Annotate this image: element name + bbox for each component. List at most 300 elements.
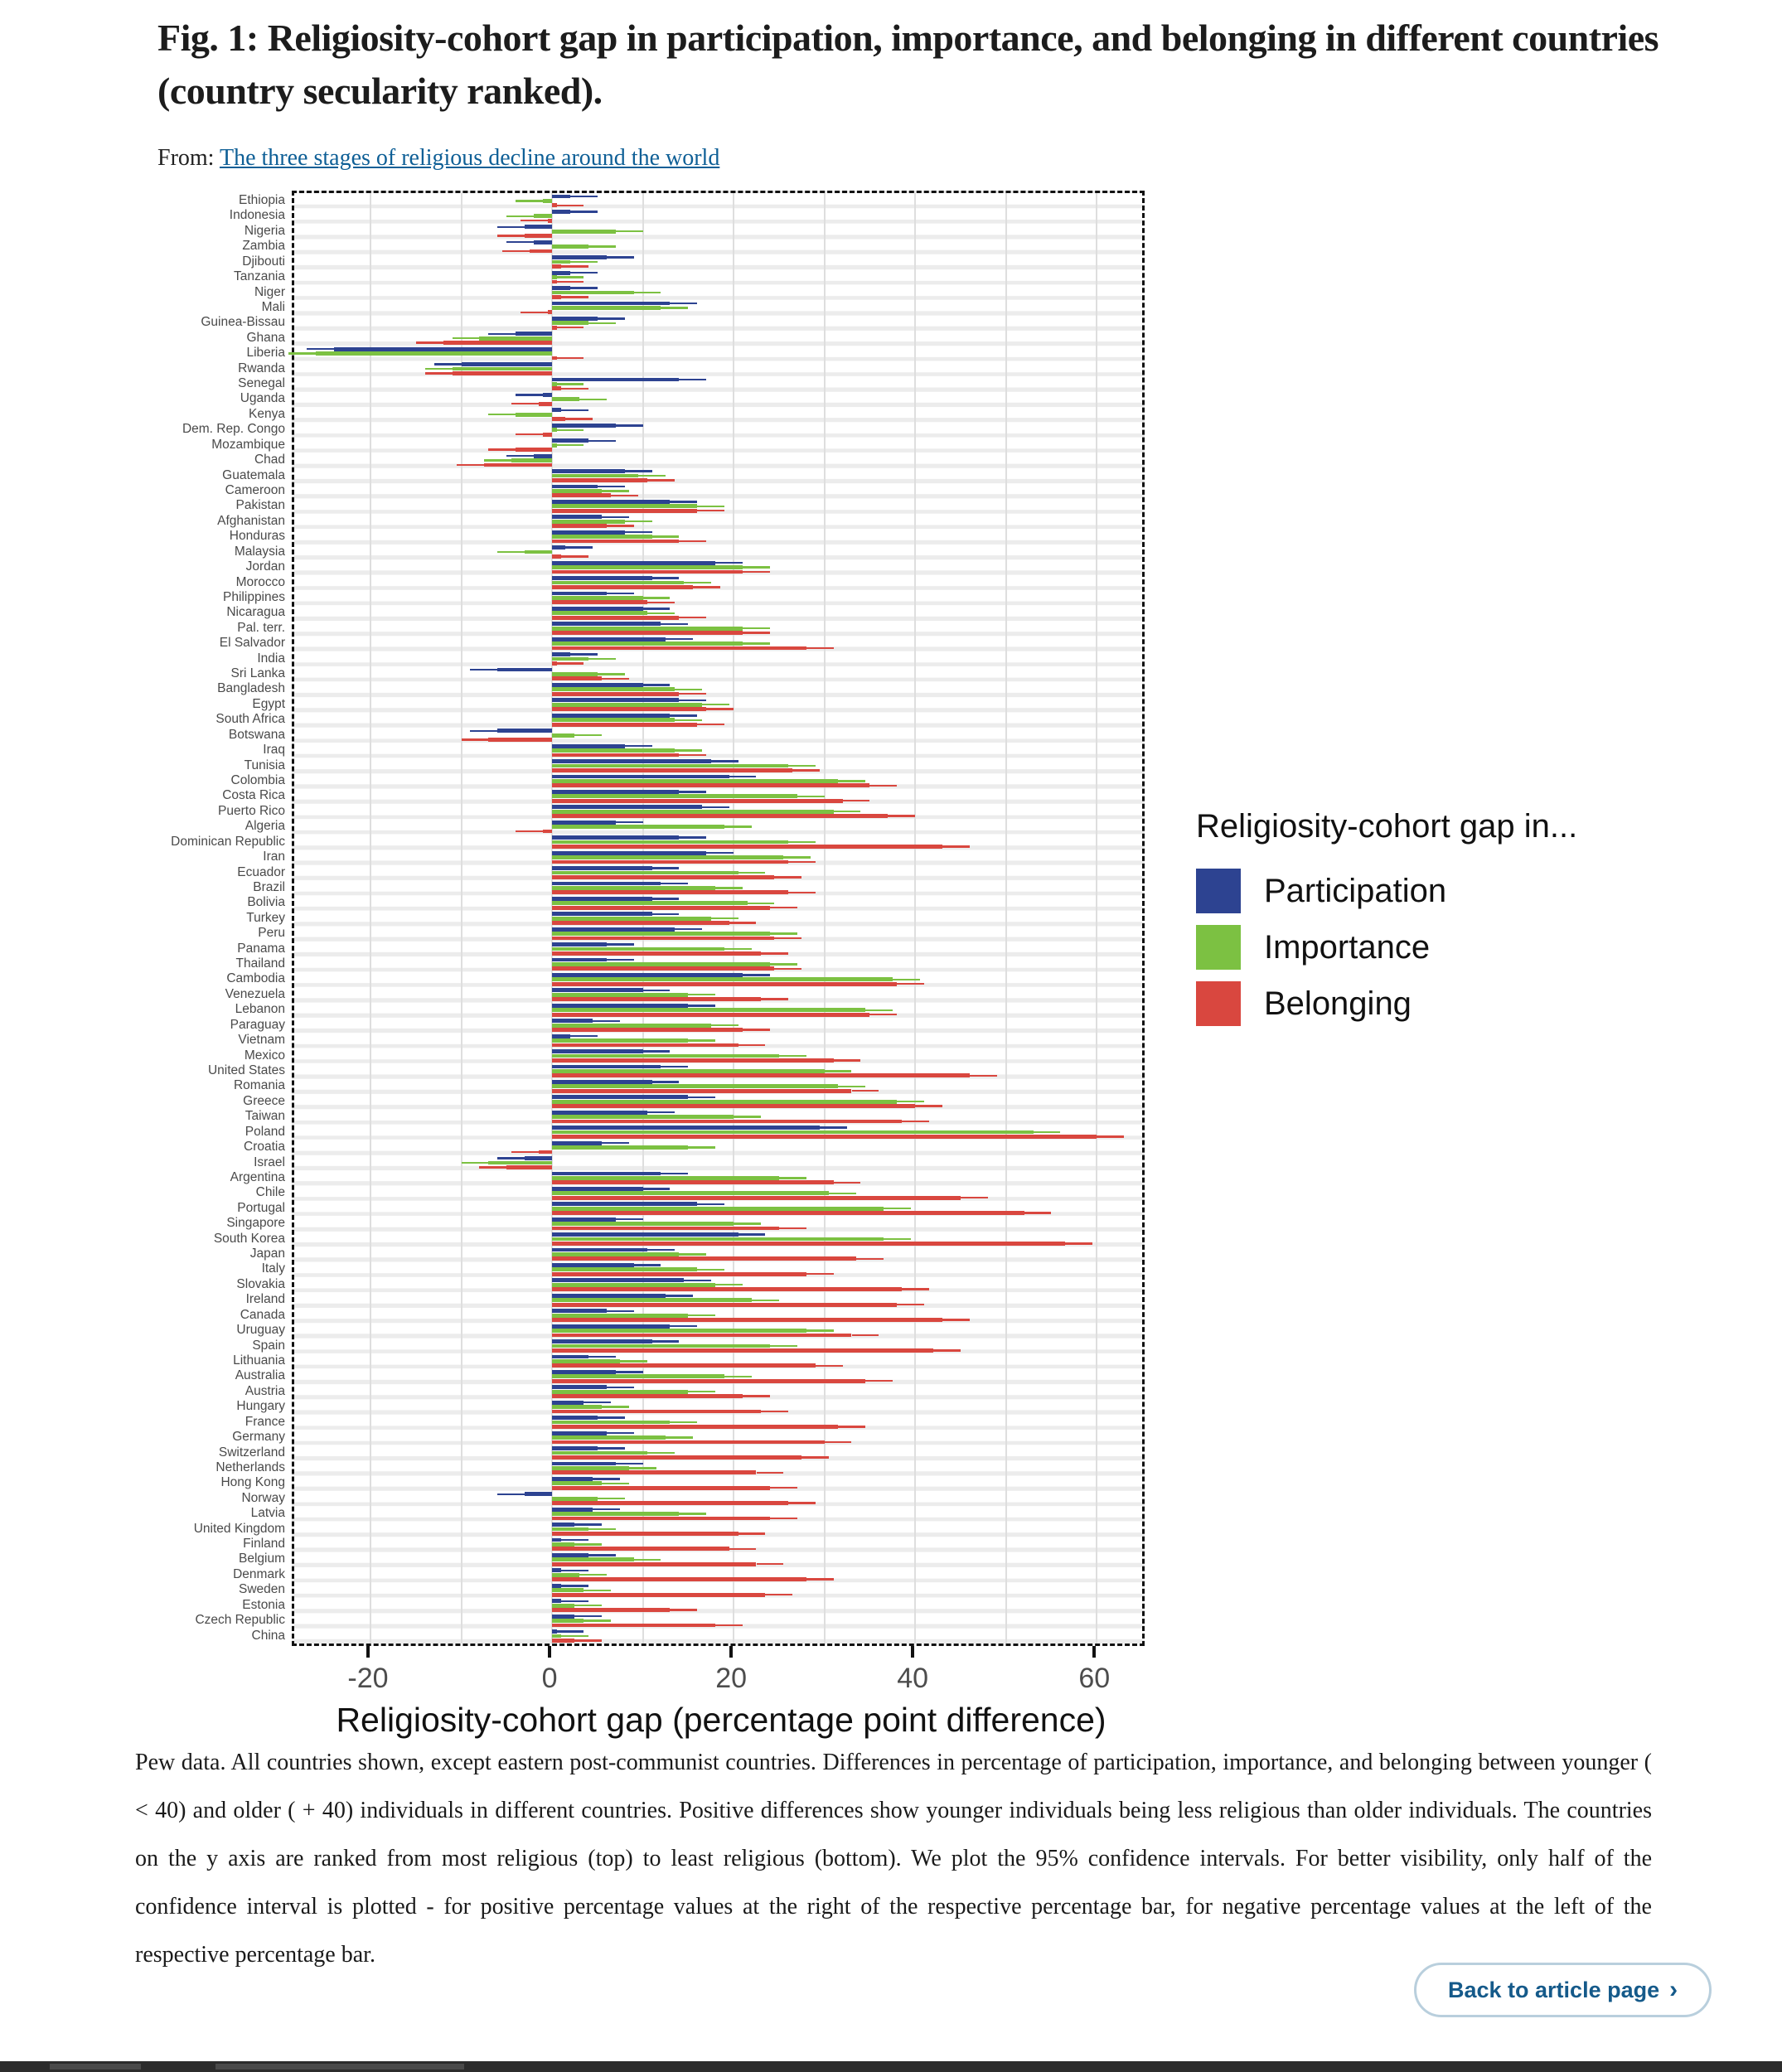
- ci-whisker-belonging: [729, 922, 757, 923]
- bar-participation: [525, 1492, 552, 1496]
- chart-legend: [1196, 808, 1726, 1038]
- country-label: Chad: [254, 453, 285, 467]
- bar-belonging: [552, 1242, 1065, 1246]
- bar-participation: [552, 622, 661, 626]
- country-label: Iran: [263, 850, 285, 864]
- ci-whisker-importance: [625, 520, 652, 522]
- ci-whisker-importance: [516, 200, 543, 201]
- bar-participation: [552, 1187, 643, 1191]
- country-label: Greece: [243, 1093, 285, 1108]
- bar-participation: [552, 1538, 561, 1542]
- ci-whisker-participation: [743, 974, 770, 975]
- ci-whisker-belonging: [852, 1090, 879, 1092]
- bar-belonging: [552, 768, 792, 772]
- bar-participation: [552, 805, 702, 809]
- bar-belonging: [552, 676, 602, 680]
- bar-importance: [552, 565, 743, 569]
- ci-whisker-participation: [497, 1493, 525, 1495]
- ci-whisker-belonging: [915, 1105, 942, 1106]
- ci-whisker-belonging: [970, 1075, 997, 1077]
- country-label: El Salvador: [219, 636, 285, 651]
- ci-whisker-participation: [647, 1111, 675, 1113]
- bar-participation: [552, 835, 679, 840]
- ci-whisker-importance: [288, 352, 316, 354]
- bar-belonging: [552, 1532, 738, 1536]
- ci-whisker-belonging: [761, 952, 788, 954]
- ci-whisker-participation: [729, 776, 757, 777]
- ci-whisker-belonging: [788, 861, 816, 863]
- bar-participation: [552, 500, 670, 504]
- bar-belonging: [516, 448, 552, 452]
- ci-whisker-participation: [684, 1280, 711, 1281]
- ci-whisker-importance: [724, 1376, 752, 1377]
- bar-importance: [552, 977, 893, 981]
- ci-whisker-participation: [625, 470, 652, 472]
- country-label: Ethiopia: [238, 193, 285, 207]
- x-axis-title: Religiosity-cohort gap (percentage point difference): [336, 1701, 1106, 1739]
- ci-whisker-importance: [679, 1513, 706, 1514]
- ci-whisker-belonging: [869, 785, 897, 787]
- ci-whisker-belonging: [679, 754, 706, 756]
- country-label: Mozambique: [211, 437, 285, 452]
- country-label: Uruguay: [236, 1323, 285, 1338]
- country-label: Nigeria: [244, 223, 285, 238]
- ci-whisker-participation: [497, 1157, 525, 1159]
- ci-whisker-importance: [579, 399, 607, 400]
- ci-whisker-belonging: [647, 602, 675, 603]
- ci-whisker-importance: [697, 1269, 724, 1271]
- ci-whisker-belonging: [897, 1304, 924, 1305]
- bar-importance: [552, 1466, 629, 1470]
- ci-whisker-participation: [702, 806, 729, 808]
- ci-whisker-participation: [643, 1188, 671, 1189]
- country-label: Denmark: [233, 1566, 285, 1581]
- bar-importance: [552, 1100, 897, 1104]
- country-label: Finland: [243, 1537, 285, 1552]
- bar-importance: [552, 733, 574, 738]
- bar-belonging: [552, 478, 647, 482]
- bar-belonging: [552, 616, 679, 620]
- bar-participation: [552, 973, 743, 977]
- ci-whisker-importance: [779, 1055, 806, 1057]
- chevron-right-icon: ›: [1669, 1976, 1678, 2003]
- ci-whisker-belonging: [856, 1258, 884, 1260]
- bar-participation: [552, 1034, 570, 1038]
- ci-whisker-belonging: [574, 1639, 602, 1641]
- ci-whisker-participation: [666, 1295, 693, 1296]
- ci-whisker-importance: [697, 506, 724, 507]
- ci-whisker-belonging: [679, 693, 706, 695]
- ci-whisker-importance: [588, 245, 616, 247]
- bar-participation: [552, 1324, 670, 1329]
- ci-whisker-participation: [570, 272, 598, 274]
- ci-whisker-importance: [770, 1345, 797, 1347]
- ci-whisker-participation: [561, 409, 588, 411]
- bar-importance: [552, 1359, 620, 1363]
- country-label: Brazil: [253, 879, 285, 894]
- ci-whisker-importance: [570, 261, 598, 263]
- country-label: South Korea: [213, 1231, 285, 1246]
- bar-participation: [552, 683, 643, 687]
- ci-whisker-importance: [838, 780, 865, 782]
- bar-participation: [552, 1080, 651, 1084]
- bar-importance: [552, 748, 675, 753]
- legend-item-belonging: [1196, 981, 1726, 1026]
- bar-belonging: [552, 860, 788, 864]
- bar-participation: [552, 438, 588, 443]
- country-label: Botswana: [228, 727, 285, 742]
- ci-whisker-participation: [643, 608, 671, 609]
- bar-belonging: [552, 1028, 743, 1032]
- ci-whisker-participation: [625, 745, 652, 747]
- country-label: Tunisia: [244, 758, 285, 772]
- ci-whisker-participation: [652, 1340, 680, 1342]
- ci-whisker-belonging: [516, 433, 543, 435]
- ci-whisker-belonging: [888, 815, 915, 816]
- bar-belonging: [552, 1517, 770, 1521]
- ci-whisker-importance: [643, 597, 671, 598]
- bar-participation: [552, 866, 651, 870]
- bar-importance: [552, 1237, 884, 1242]
- bar-belonging: [552, 1394, 743, 1398]
- country-label: Bangladesh: [217, 681, 285, 696]
- bar-participation: [552, 1126, 820, 1130]
- bar-importance: [552, 917, 711, 921]
- ci-whisker-belonging: [521, 220, 548, 221]
- ci-whisker-participation: [434, 363, 462, 365]
- x-gridline: [461, 193, 462, 1644]
- taskbar-fragment: [50, 2064, 141, 2070]
- ci-whisker-participation: [607, 1432, 634, 1434]
- x-tick-label: 20: [715, 1663, 748, 1694]
- bar-importance: [552, 1634, 561, 1639]
- bar-belonging: [552, 493, 611, 497]
- bar-participation: [552, 1049, 643, 1053]
- ci-whisker-importance: [634, 292, 661, 293]
- ci-whisker-importance: [724, 948, 752, 950]
- ci-whisker-importance: [497, 551, 525, 553]
- bar-participation: [552, 378, 679, 382]
- figure-title: Fig. 1: Religiosity-cohort gap in participation, importance, and belonging in different countries (country secularity ranked).: [157, 17, 1659, 112]
- country-label: Belgium: [239, 1552, 285, 1566]
- ci-whisker-belonging: [557, 281, 584, 283]
- ci-whisker-belonging: [761, 998, 788, 1000]
- country-label: Paraguay: [230, 1017, 285, 1032]
- ci-whisker-belonging: [774, 937, 801, 939]
- ci-whisker-importance: [484, 459, 511, 461]
- country-label: Estonia: [242, 1597, 285, 1612]
- ci-whisker-belonging: [761, 1411, 788, 1412]
- x-tick-mark: [1092, 1646, 1096, 1658]
- bar-importance: [316, 351, 552, 356]
- ci-whisker-importance: [797, 796, 825, 797]
- ci-whisker-importance: [561, 1635, 588, 1637]
- bar-belonging: [552, 1425, 838, 1429]
- ci-whisker-belonging: [557, 357, 584, 359]
- bar-participation: [552, 821, 616, 825]
- country-label: Indonesia: [229, 208, 285, 223]
- bar-belonging: [552, 951, 761, 956]
- bar-participation: [552, 1401, 584, 1405]
- ci-whisker-importance: [711, 917, 738, 919]
- country-label: Mexico: [244, 1048, 285, 1063]
- ci-whisker-participation: [647, 1249, 675, 1251]
- bar-participation: [552, 210, 570, 214]
- country-label: Italy: [261, 1261, 285, 1276]
- ci-whisker-belonging: [557, 662, 584, 664]
- ci-whisker-participation: [506, 455, 534, 457]
- country-label: Vietnam: [238, 1033, 285, 1048]
- country-label: Bolivia: [247, 895, 285, 910]
- ci-whisker-importance: [788, 841, 816, 843]
- bar-participation: [552, 714, 670, 718]
- country-label: Germany: [232, 1430, 285, 1445]
- bar-belonging: [552, 799, 842, 803]
- ci-whisker-participation: [470, 730, 497, 732]
- ci-whisker-belonging: [557, 205, 584, 206]
- bar-importance: [552, 581, 684, 585]
- ci-whisker-participation: [607, 593, 634, 594]
- ci-whisker-importance: [557, 383, 584, 385]
- country-label: Peru: [258, 926, 285, 941]
- ci-whisker-participation: [570, 211, 598, 212]
- country-label: Hong Kong: [220, 1475, 285, 1490]
- ci-whisker-importance: [634, 1559, 661, 1561]
- ci-whisker-importance: [675, 749, 702, 751]
- bar-participation: [552, 1111, 647, 1115]
- ci-whisker-belonging: [738, 1532, 766, 1534]
- bar-belonging: [488, 738, 552, 742]
- article-link[interactable]: The three stages of religious decline around the world: [219, 145, 720, 171]
- bar-importance: [552, 1069, 825, 1073]
- country-label: Dominican Republic: [171, 834, 285, 849]
- ci-whisker-belonging: [788, 1502, 816, 1503]
- country-label: Norway: [241, 1490, 285, 1505]
- ci-whisker-belonging: [521, 312, 548, 313]
- bar-importance: [552, 1130, 1034, 1135]
- bar-chart-plot-area: [292, 191, 1145, 1646]
- ci-whisker-belonging: [457, 464, 484, 466]
- bar-participation: [552, 1065, 661, 1069]
- ci-whisker-belonging: [670, 1609, 697, 1610]
- ci-whisker-belonging: [416, 341, 443, 343]
- ci-whisker-importance: [661, 307, 688, 308]
- ci-whisker-participation: [593, 1508, 620, 1510]
- bar-belonging: [552, 1227, 779, 1231]
- bar-participation: [552, 1172, 661, 1176]
- country-label: Niger: [254, 284, 285, 299]
- ci-whisker-belonging: [738, 1044, 766, 1046]
- ci-whisker-importance: [825, 1070, 852, 1072]
- bar-participation: [534, 454, 552, 458]
- bar-importance: [543, 199, 552, 203]
- bar-belonging: [552, 937, 774, 941]
- ci-whisker-importance: [684, 582, 711, 583]
- ci-whisker-participation: [652, 577, 680, 579]
- bar-belonging: [552, 386, 561, 390]
- country-label: Malaysia: [234, 544, 285, 559]
- ci-whisker-belonging: [479, 1166, 506, 1168]
- country-label: Spain: [252, 1338, 285, 1353]
- bar-importance: [552, 672, 598, 676]
- bar-importance: [552, 321, 588, 325]
- bar-participation: [497, 668, 552, 672]
- bar-importance: [552, 1588, 584, 1592]
- from-label: From:: [157, 145, 215, 171]
- ci-whisker-importance: [734, 1222, 761, 1224]
- bar-importance: [552, 641, 743, 646]
- ci-whisker-importance: [715, 1284, 743, 1285]
- bar-participation: [552, 851, 706, 855]
- country-label: Sweden: [238, 1582, 285, 1597]
- ci-whisker-importance: [588, 658, 616, 660]
- ci-whisker-belonging: [743, 1395, 770, 1397]
- ci-whisker-importance: [738, 872, 766, 874]
- bar-belonging: [552, 1486, 770, 1490]
- ci-whisker-belonging: [942, 1319, 970, 1320]
- ci-whisker-belonging: [561, 388, 588, 390]
- ci-whisker-belonging: [865, 1380, 893, 1382]
- bar-participation: [552, 1232, 738, 1237]
- bar-participation: [552, 515, 602, 519]
- bar-participation: [552, 942, 607, 946]
- ci-whisker-importance: [679, 1253, 706, 1255]
- bar-belonging: [552, 1120, 902, 1124]
- ci-whisker-participation: [670, 1325, 697, 1327]
- country-label: Croatia: [244, 1140, 285, 1155]
- ci-whisker-importance: [584, 1619, 611, 1621]
- bar-belonging: [552, 921, 729, 925]
- ci-whisker-importance: [702, 704, 729, 705]
- country-label: Venezuela: [225, 986, 285, 1001]
- ci-whisker-belonging: [729, 1548, 757, 1550]
- ci-whisker-participation: [820, 1126, 847, 1128]
- ci-whisker-belonging: [697, 510, 724, 511]
- ci-whisker-importance: [670, 1421, 697, 1423]
- ci-whisker-importance: [838, 1086, 865, 1087]
- bar-participation: [552, 1385, 607, 1389]
- country-label: United Kingdom: [193, 1521, 285, 1536]
- bar-participation: [552, 744, 625, 748]
- bar-importance: [552, 718, 675, 722]
- ci-whisker-participation: [561, 1570, 588, 1571]
- bar-participation: [552, 286, 570, 290]
- ci-whisker-participation: [588, 440, 616, 442]
- ci-whisker-participation: [738, 1233, 766, 1235]
- ci-whisker-participation: [675, 928, 702, 930]
- bar-importance: [552, 489, 602, 493]
- bar-belonging: [552, 585, 693, 589]
- ci-whisker-participation: [697, 1203, 724, 1205]
- bar-participation: [552, 302, 670, 306]
- ci-whisker-belonging: [565, 418, 593, 419]
- ci-whisker-participation: [616, 1463, 643, 1464]
- ci-whisker-participation: [570, 1035, 598, 1037]
- bar-belonging: [552, 1013, 869, 1017]
- bar-belonging: [552, 966, 774, 971]
- ci-whisker-importance: [588, 322, 616, 324]
- ci-whisker-participation: [652, 867, 680, 869]
- bar-importance: [552, 244, 588, 249]
- bar-participation: [552, 1462, 616, 1466]
- country-label: Netherlands: [215, 1460, 285, 1474]
- bar-belonging: [539, 1150, 552, 1155]
- bar-belonging: [552, 692, 679, 696]
- bar-belonging: [552, 890, 788, 894]
- bar-participation: [552, 317, 598, 321]
- ci-whisker-belonging: [779, 1227, 806, 1229]
- ci-whisker-participation: [557, 1630, 584, 1632]
- country-label: Guatemala: [222, 467, 285, 482]
- ci-whisker-participation: [711, 760, 738, 762]
- ci-whisker-belonging: [611, 495, 638, 496]
- bar-participation: [552, 607, 643, 611]
- country-label: Sri Lanka: [230, 666, 285, 681]
- ci-whisker-importance: [865, 1009, 893, 1011]
- bar-participation: [552, 1355, 588, 1359]
- ci-whisker-belonging: [933, 1349, 961, 1351]
- ci-whisker-belonging: [679, 540, 706, 542]
- bar-participation: [552, 1141, 602, 1145]
- ci-whisker-importance: [743, 566, 770, 568]
- bar-importance: [534, 214, 552, 218]
- bar-belonging: [552, 814, 888, 818]
- ci-whisker-participation: [652, 913, 680, 915]
- ci-whisker-participation: [561, 1539, 588, 1541]
- country-label: Morocco: [235, 574, 285, 589]
- bar-participation: [552, 1263, 634, 1267]
- bar-participation: [552, 1019, 593, 1023]
- country-label: Costa Rica: [222, 788, 285, 803]
- country-label: Tanzania: [233, 269, 285, 284]
- bar-belonging: [552, 631, 743, 635]
- bar-importance: [552, 504, 697, 508]
- bar-belonging: [552, 1334, 851, 1338]
- bar-belonging: [552, 600, 647, 604]
- bar-importance: [552, 1145, 688, 1150]
- bar-participation: [552, 592, 607, 596]
- bar-belonging: [552, 417, 565, 421]
- bar-participation: [552, 759, 711, 763]
- ci-whisker-belonging: [516, 830, 543, 832]
- bar-participation: [552, 1309, 607, 1313]
- bar-importance: [552, 871, 738, 875]
- x-tick-mark: [729, 1646, 733, 1658]
- bar-importance: [453, 367, 552, 371]
- ci-whisker-participation: [661, 1066, 688, 1067]
- back-to-article-button[interactable]: [1414, 1963, 1712, 2017]
- bar-belonging: [552, 1318, 942, 1322]
- country-label: France: [245, 1414, 285, 1429]
- country-label: Cambodia: [226, 971, 285, 986]
- country-label: Iraq: [263, 743, 285, 758]
- ci-whisker-belonging: [792, 769, 820, 771]
- bar-belonging: [552, 1089, 851, 1093]
- country-label: Canada: [240, 1307, 285, 1322]
- ci-whisker-belonging: [511, 1151, 539, 1153]
- bar-belonging: [552, 1256, 856, 1261]
- bar-belonging: [552, 1348, 933, 1353]
- ci-whisker-participation: [506, 241, 534, 243]
- bar-belonging: [552, 1363, 816, 1368]
- bar-importance: [552, 657, 588, 661]
- ci-whisker-importance: [598, 673, 625, 675]
- ci-whisker-participation: [497, 226, 525, 228]
- bar-importance: [552, 993, 688, 997]
- ci-whisker-participation: [607, 1310, 634, 1312]
- bar-importance: [552, 535, 651, 539]
- country-label: Czech Republic: [195, 1613, 285, 1628]
